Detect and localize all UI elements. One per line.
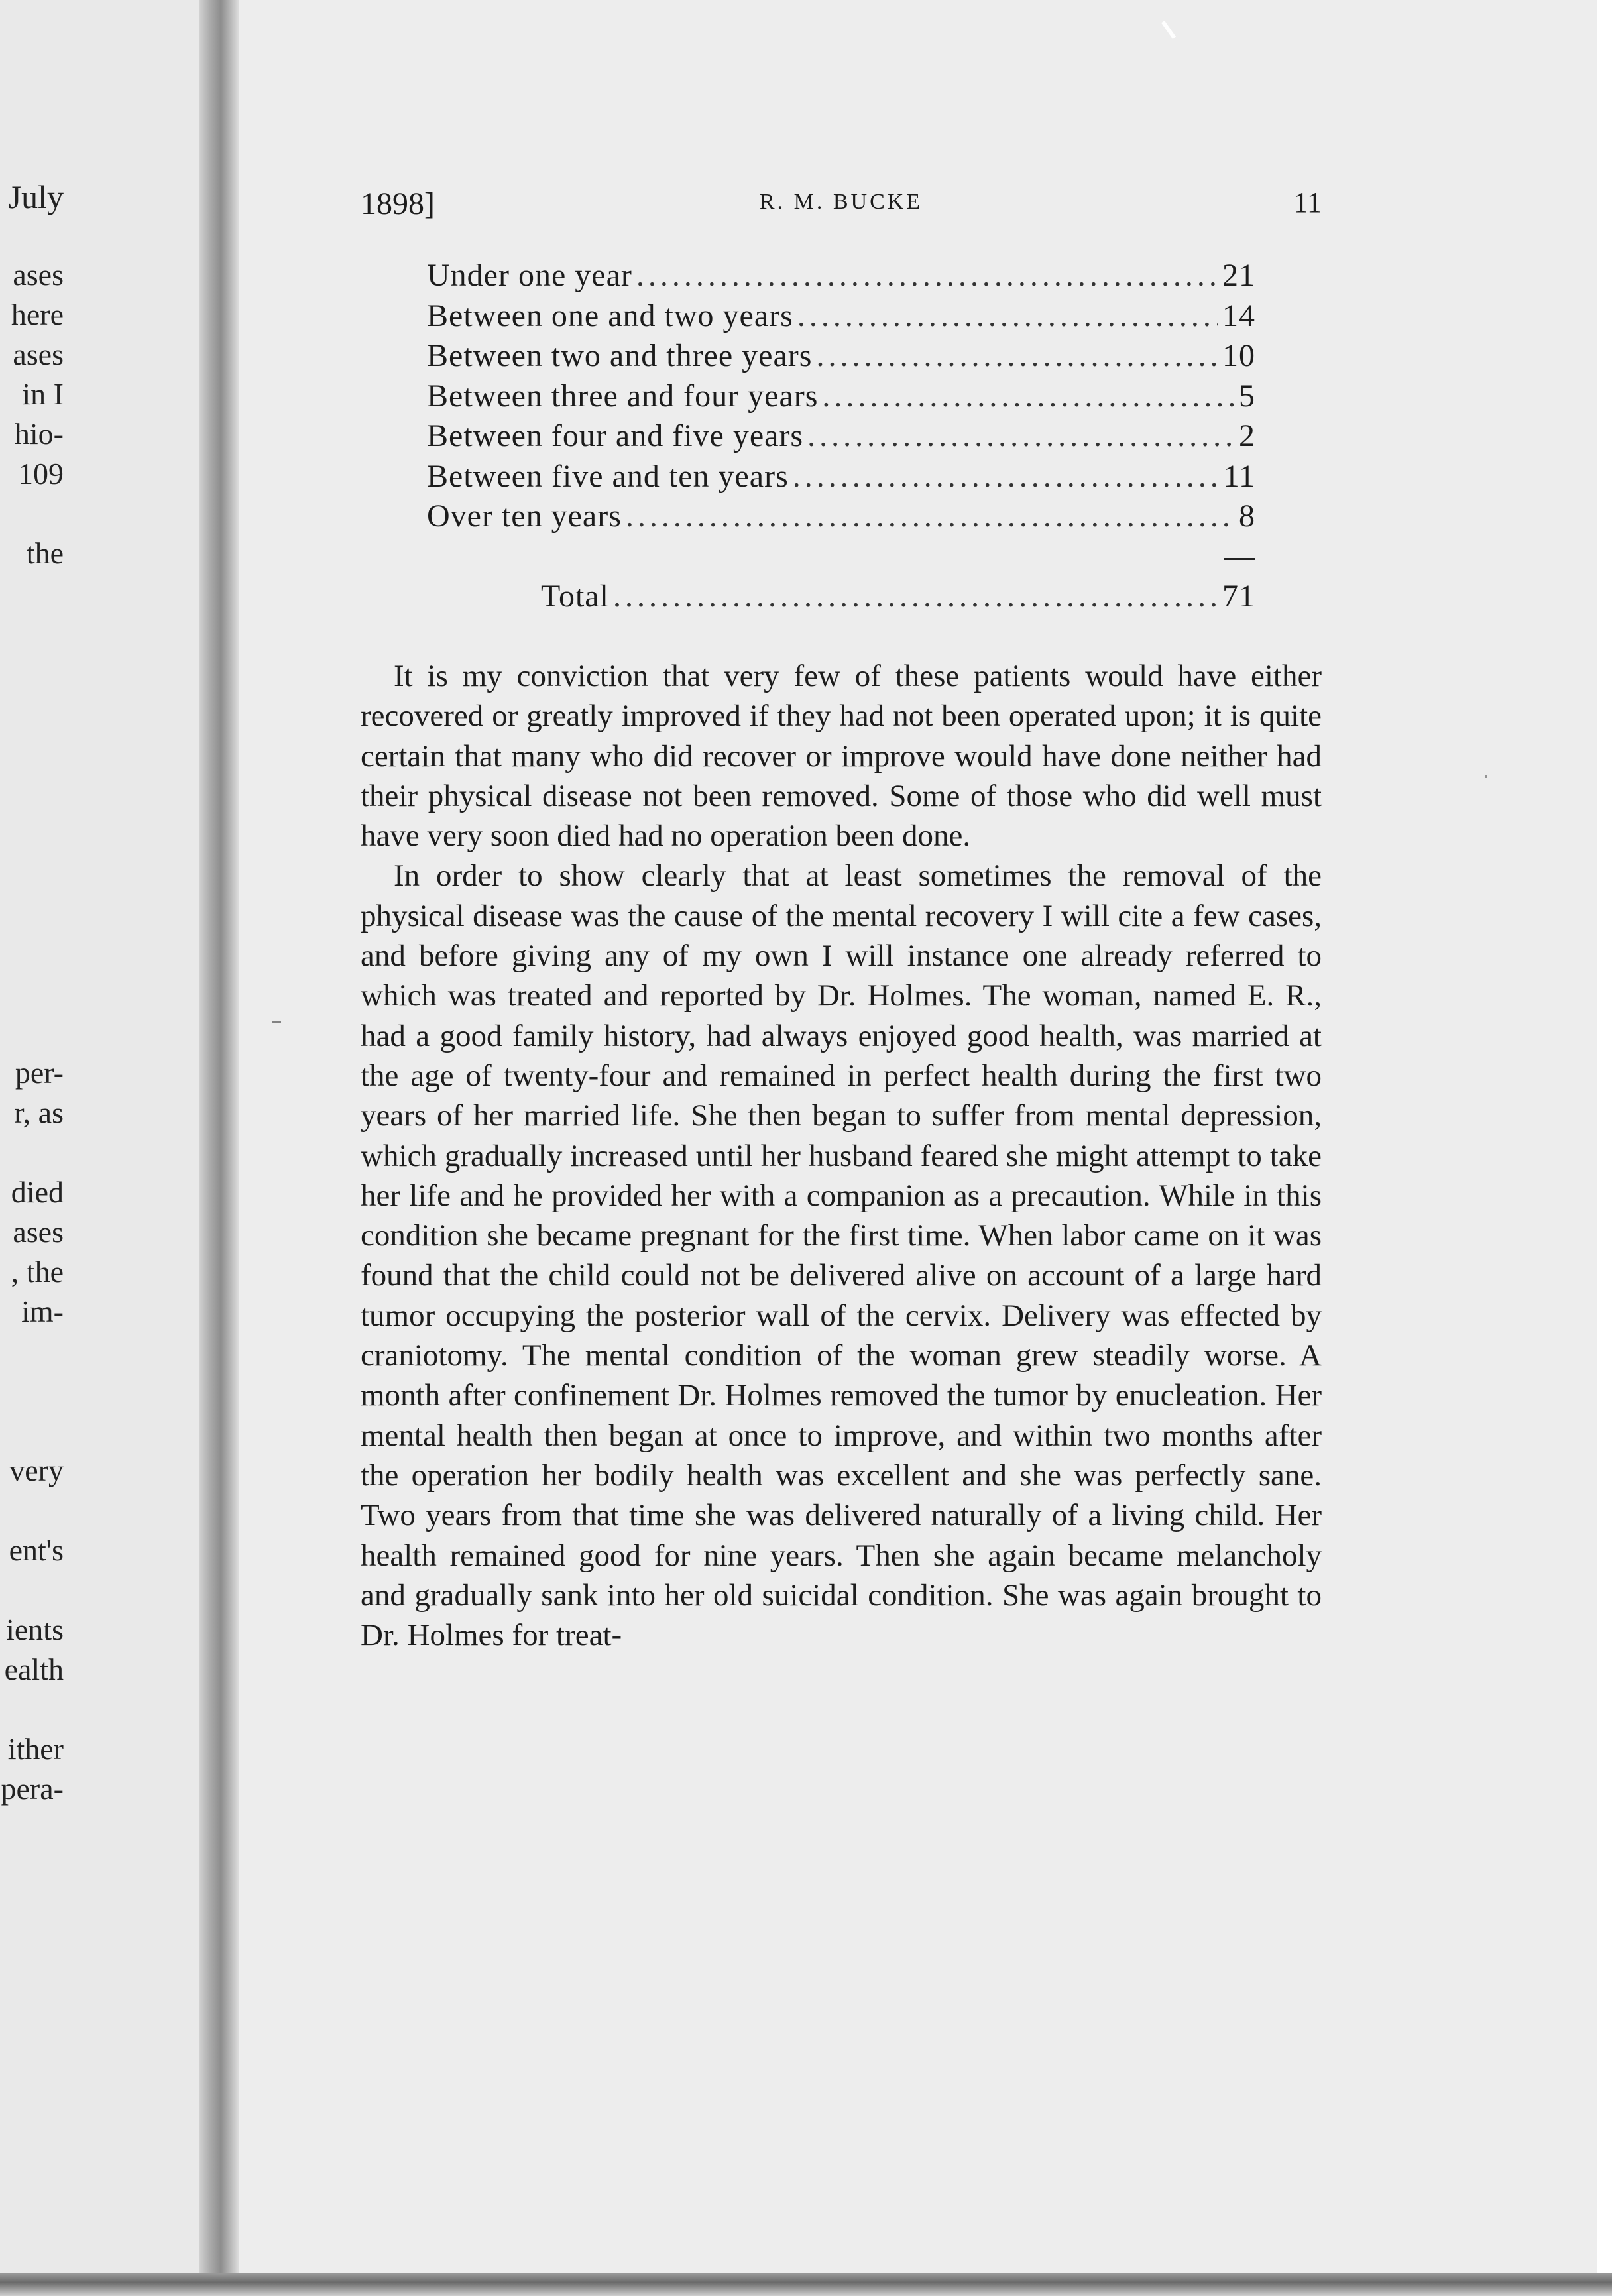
page-edge xyxy=(1597,0,1612,2296)
left-fragment: in I xyxy=(22,377,64,411)
left-fragment: here xyxy=(11,298,64,331)
table-row xyxy=(427,298,1255,338)
dot-leader xyxy=(636,257,1218,294)
row-label: Between four and five years xyxy=(427,418,804,453)
dot-leader xyxy=(613,578,1218,614)
left-fragment: ases xyxy=(13,258,64,292)
left-fragment: im- xyxy=(21,1294,64,1328)
row-label: Between two and three years xyxy=(427,338,813,373)
left-fragment: ealth xyxy=(4,1652,64,1686)
row-value: 21 xyxy=(1222,258,1255,293)
row-value: 2 xyxy=(1239,418,1255,453)
row-value: 8 xyxy=(1239,498,1255,534)
table-row xyxy=(427,418,1255,458)
left-fragment: r, as xyxy=(14,1096,64,1129)
dot-leader xyxy=(626,498,1235,534)
left-fragment: hio- xyxy=(14,417,64,451)
table-row xyxy=(427,378,1255,418)
paragraph: It is my conviction that very few of these patients would have either recovered or greatly improved if they had not been operated upon; it is quite certain that many who did recover or improve would have done neither had their physical disease not been removed. Some of those who did well must have very soon died had no operation been done. xyxy=(361,659,1322,854)
row-value: 5 xyxy=(1239,378,1255,414)
total-row xyxy=(427,578,1255,618)
row-value: 10 xyxy=(1222,338,1255,373)
table-row xyxy=(427,337,1255,378)
page-bottom-edge xyxy=(0,2273,1612,2296)
left-fragment: the xyxy=(26,536,64,570)
total-label: Total xyxy=(541,578,609,614)
left-fragment: very xyxy=(9,1454,64,1487)
running-head xyxy=(361,186,1322,232)
row-label: Between one and two years xyxy=(427,298,793,333)
row-label: Between three and four years xyxy=(427,378,819,414)
scan-speck xyxy=(272,1021,281,1023)
left-fragment: pera- xyxy=(1,1772,64,1806)
running-head-year: 1898] xyxy=(361,186,435,221)
row-label: Over ten years xyxy=(427,498,622,534)
running-head-author: R. M. BUCKE xyxy=(759,190,923,214)
duration-table xyxy=(427,257,1255,618)
left-fragment: ases xyxy=(13,1215,64,1249)
page-number: 11 xyxy=(1293,186,1322,219)
left-fragment: 109 xyxy=(18,457,64,490)
left-fragment: ases xyxy=(13,337,64,371)
row-label: Between five and ten years xyxy=(427,458,789,494)
paragraph: In order to show clearly that at least sometimes the removal of the physical disease was the cause of the mental recovery I will cite a few cases, and before giving any of my own I will instance one already referred to which was treated and reported by Dr. Holmes. The woman, named E. R., had a good family history, had always enjoyed good health, was married at the age of twenty-four and remained in perfect health during the first two years of her married life. She then began to suffer from mental depression, which gradually increased until her husband feared she might attempt to take her life and he provided her with a companion as a precaution. While in this condition she became pregnant for the first time. When labor came on it was found that the child could not be delivered alive on account of a large hard tumor occupying the posterior wall of the cervix. Delivery was effected by craniotomy. The mental condition of the woman grew steadily worse. A month after confinement Dr. Holmes removed the tumor by enucleation. Her mental health then began at once to improve, and within two months after the operation her bodily health was excellent and she was perfectly sane. Two years from that time she was delivered naturally of a living child. Her health remained good for nine years. Then she again became melancholy and gradually sank into her old suicidal condition. She was again brought to Dr. Holmes for treat- xyxy=(361,858,1322,1653)
left-fragment: July xyxy=(8,178,64,215)
row-value: 11 xyxy=(1223,458,1255,494)
left-page-text-fragments xyxy=(0,0,64,2273)
table-row xyxy=(427,498,1255,538)
dot-leader xyxy=(793,458,1220,494)
left-fragment: per- xyxy=(15,1056,64,1090)
left-fragment: died xyxy=(11,1175,64,1209)
body-text xyxy=(361,656,1322,1655)
book-gutter xyxy=(199,0,239,2280)
left-fragment: ent's xyxy=(9,1533,64,1567)
row-value: 14 xyxy=(1222,298,1255,333)
dot-leader xyxy=(822,378,1235,414)
dot-leader xyxy=(816,337,1218,374)
left-fragment: , the xyxy=(11,1255,64,1289)
dot-leader xyxy=(807,418,1235,454)
total-value: 71 xyxy=(1222,578,1255,614)
table-row xyxy=(427,257,1255,298)
scan-speck xyxy=(1485,775,1487,778)
dot-leader xyxy=(797,298,1218,334)
table-row xyxy=(427,458,1255,498)
sum-rule-line xyxy=(1224,558,1255,560)
row-label: Under one year xyxy=(427,258,632,293)
left-fragment: ither xyxy=(7,1732,64,1766)
left-fragment: ients xyxy=(6,1613,64,1646)
sum-rule xyxy=(427,538,1255,578)
